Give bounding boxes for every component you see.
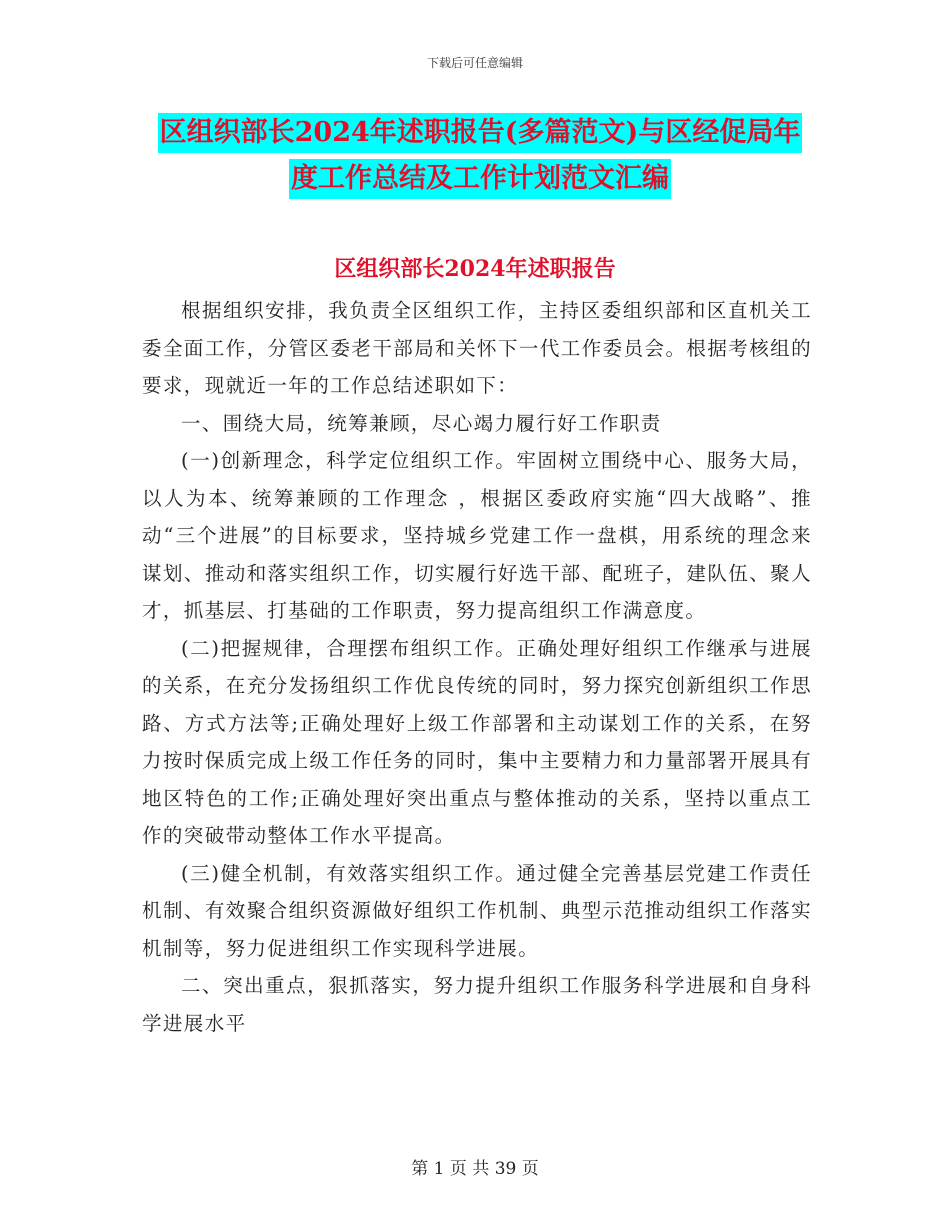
paragraph: 根据组织安排，我负责全区组织工作，主持区委组织部和区直机关工委全面工作，分管区委老干部局和关怀下一代工作委员会。根据考核组的要求，现就近一年的工作总结述职如下： (142, 299, 812, 397)
document-title (140, 113, 820, 199)
paragraph: 一、围绕大局，统筹兼顾，尽心竭力履行好工作职责 (181, 411, 662, 435)
paragraph: (三)健全机制，有效落实组织工作。通过健全完善基层党建工作责任机制、有效聚合组织资源做好组织工作机制、典型示范推动组织工作落实机制等，努力促进组织工作实现科学进展。 (142, 861, 812, 960)
section-title: 区组织部长2024年述职报告 (334, 256, 616, 282)
paragraph: (二)把握规律，合理摆布组织工作。正确处理好组织工作继承与进展的关系，在充分发扬组织工作优良传统的同时，努力探究创新组织工作思路、方式方法等;正确处理好上级工作部署和主动谋划工作的关系，在努力按时保质完成上级工作任务的同时，集中主要精力和力量部署开展具有地区特色的工作;正确处理好突出重点与整体推动的关系，坚持以重点工作的突破带动整体工作水平提高。 (142, 636, 812, 847)
title-line-1: 区组织部长2024年述职报告(多篇范文)与区经促局年 (158, 113, 803, 153)
page-footer: 第 1 页 共 39 页 (411, 1159, 539, 1179)
header-note: 下载后可任意编辑 (426, 56, 523, 70)
body-text (142, 292, 812, 1042)
paragraph: (一)创新理念，科学定位组织工作。牢固树立围绕中心、服务大局，以人为本、统筹兼顾的工作理念 ，根据区委政府实施“四大战略”、推动“三个进展”的目标要求，坚持城乡党建工作一盘棋，用系统的理念来谋划、推动和落实组织工作，切实履行好选干部、配班子，建队伍、聚人才，抓基层、打基础的工作职责，努力提高组织工作满意度。 (142, 449, 812, 622)
title-line-2: 度工作总结及工作计划范文汇编 (289, 159, 671, 199)
paragraph: 二、突出重点，狠抓落实，努力提升组织工作服务科学进展和自身科学进展水平 (142, 974, 812, 1035)
